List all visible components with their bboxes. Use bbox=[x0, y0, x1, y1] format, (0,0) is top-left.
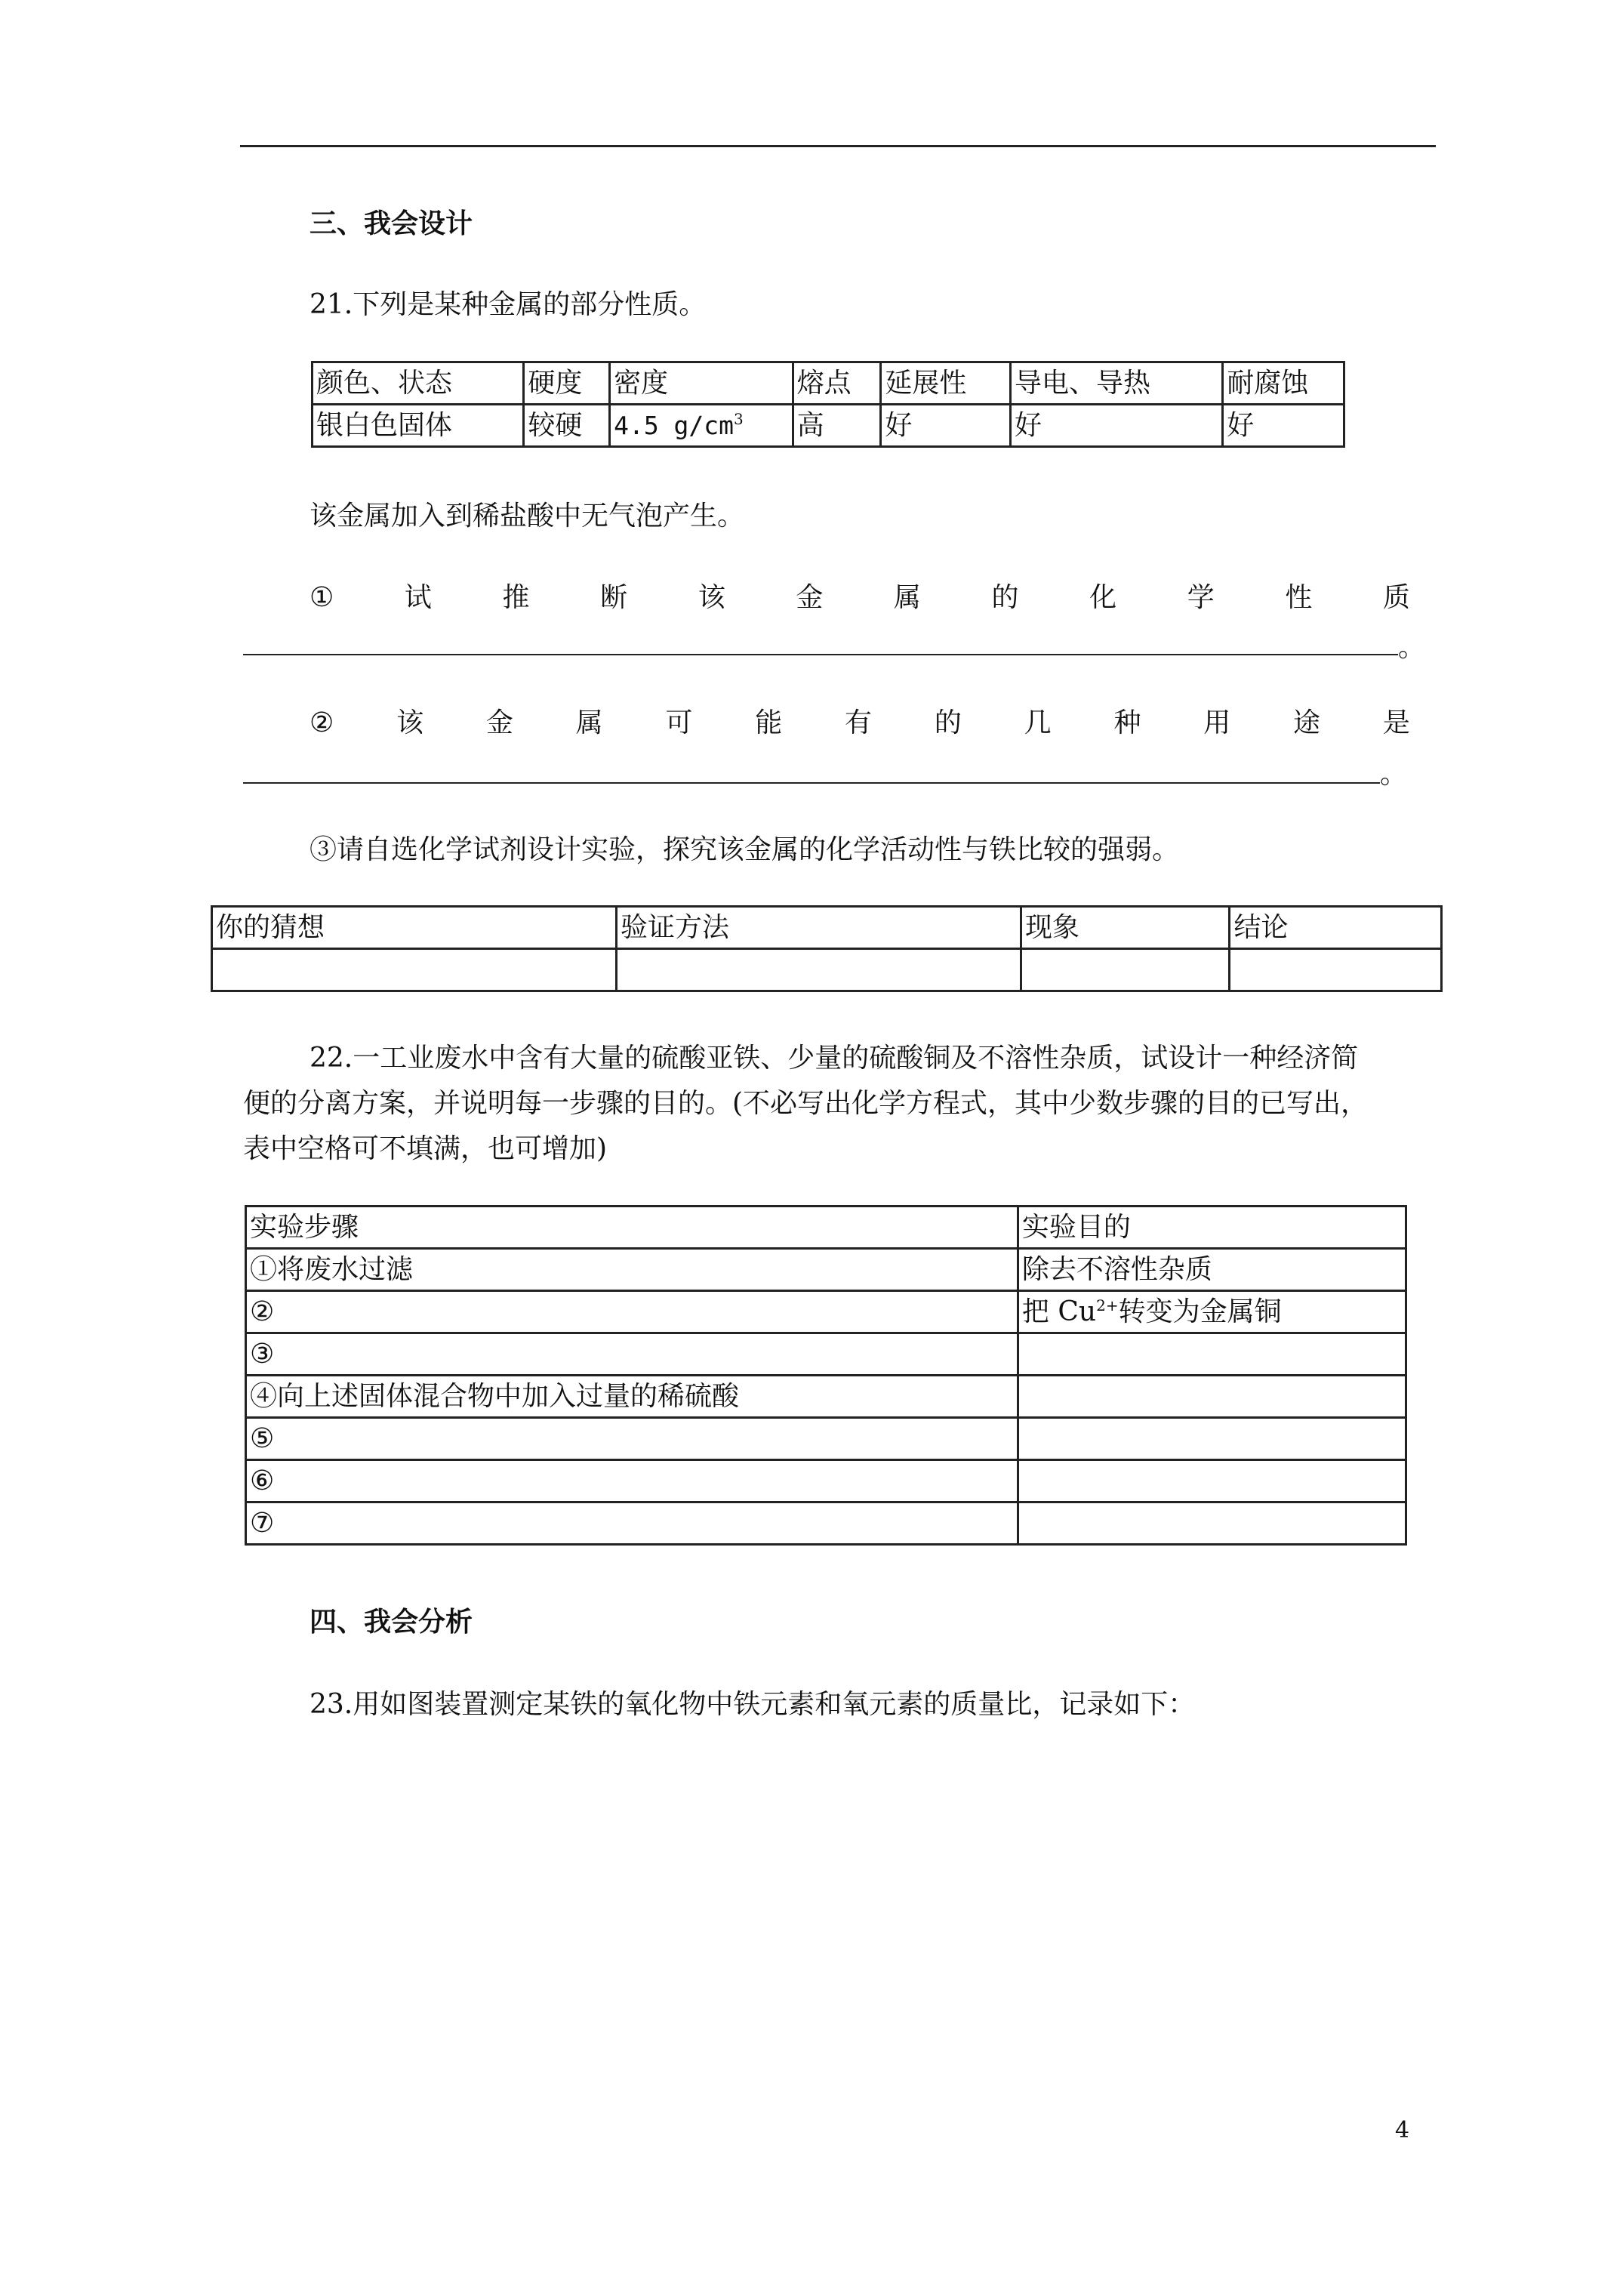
step-cell: ④向上述固体混合物中加入过量的稀硫酸 bbox=[246, 1376, 1018, 1418]
purpose-cell[interactable] bbox=[1018, 1502, 1406, 1545]
section-4-heading: 四、我会分析 bbox=[310, 1606, 473, 1638]
separation-plan-table bbox=[245, 1205, 1407, 1546]
table-row bbox=[212, 949, 1442, 991]
purpose-cell: 除去不溶性杂质 bbox=[1018, 1249, 1406, 1291]
item-2-char: 几 bbox=[1024, 707, 1052, 738]
step-cell: ③ bbox=[246, 1333, 1018, 1376]
value-density bbox=[610, 405, 793, 447]
item-1-char: 质 bbox=[1382, 582, 1410, 613]
q22-line-3: 表中空格可不填满，也可增加) bbox=[243, 1133, 608, 1164]
header-conductivity: 导电、导热 bbox=[1010, 362, 1222, 405]
item-2-end: 。 bbox=[1380, 759, 1408, 790]
blank-cell[interactable] bbox=[1230, 949, 1442, 991]
step-cell: ② bbox=[246, 1291, 1018, 1333]
section-3-heading: 三、我会设计 bbox=[310, 208, 473, 239]
step-cell: ①将废水过滤 bbox=[246, 1249, 1018, 1291]
item-2-char: ② bbox=[310, 707, 334, 738]
table-row bbox=[313, 405, 1344, 447]
blank-cell[interactable] bbox=[617, 949, 1021, 991]
item-2-char: 金 bbox=[485, 707, 513, 738]
item-1-char: 化 bbox=[1089, 582, 1117, 613]
step-cell: ⑤ bbox=[246, 1418, 1018, 1460]
table-row bbox=[246, 1376, 1406, 1418]
value-hardness: 较硬 bbox=[524, 405, 610, 447]
copper-ion-charge: 2+ bbox=[1096, 1296, 1119, 1314]
value-ductility: 好 bbox=[881, 405, 1011, 447]
density-number: 4.5 g/cm bbox=[614, 410, 735, 440]
q21-intro: 21.下列是某种金属的部分性质。 bbox=[310, 289, 707, 320]
item-1-char: 学 bbox=[1187, 582, 1215, 613]
table-row bbox=[246, 1460, 1406, 1502]
purpose-text-post: 转变为金属铜 bbox=[1118, 1296, 1282, 1327]
item-2-char: 能 bbox=[755, 707, 783, 738]
value-conductivity: 好 bbox=[1010, 405, 1222, 447]
q21-item-3: ③请自选化学试剂设计实验，探究该金属的化学活动性与铁比较的强弱。 bbox=[310, 834, 1180, 865]
page-number: 4 bbox=[1395, 2117, 1410, 2143]
header-purpose: 实验目的 bbox=[1018, 1207, 1406, 1249]
item-1-char: 金 bbox=[796, 582, 824, 613]
item-1-char: 试 bbox=[404, 582, 432, 613]
design-experiment-table bbox=[211, 905, 1443, 992]
metal-properties-table bbox=[311, 361, 1345, 448]
table-header-row bbox=[246, 1207, 1406, 1249]
purpose-cell[interactable] bbox=[1018, 1460, 1406, 1502]
table-header-row bbox=[313, 362, 1344, 405]
purpose-cell bbox=[1018, 1291, 1406, 1333]
q21-note: 该金属加入到稀盐酸中无气泡产生。 bbox=[310, 501, 745, 532]
item-2-char: 有 bbox=[845, 707, 873, 738]
q21-item-2 bbox=[310, 707, 1410, 740]
item-1-char: 属 bbox=[893, 582, 921, 613]
q22-line-1: 22.一工业废水中含有大量的硫酸亚铁、少量的硫酸铜及不溶性杂质，试设计一种经济简 bbox=[310, 1043, 1359, 1074]
table-row bbox=[246, 1249, 1406, 1291]
header-color-state: 颜色、状态 bbox=[313, 362, 524, 405]
q22-line-2: 便的分离方案，并说明每一步骤的目的。(不必写出化学方程式，其中少数步骤的目的已写出， bbox=[243, 1088, 1369, 1119]
table-row bbox=[246, 1418, 1406, 1460]
answer-blank-1[interactable] bbox=[243, 654, 1398, 655]
item-1-char: ① bbox=[310, 582, 334, 613]
item-1-char: 的 bbox=[991, 582, 1019, 613]
header-melting-point: 熔点 bbox=[793, 362, 881, 405]
item-1-char: 该 bbox=[698, 582, 725, 613]
header-ductility: 延展性 bbox=[881, 362, 1011, 405]
item-2-char: 用 bbox=[1203, 707, 1231, 738]
purpose-cell[interactable] bbox=[1018, 1418, 1406, 1460]
blank-cell[interactable] bbox=[1021, 949, 1230, 991]
item-1-char: 性 bbox=[1285, 582, 1313, 613]
table-row bbox=[246, 1333, 1406, 1376]
item-2-char: 可 bbox=[665, 707, 693, 738]
value-melting-point: 高 bbox=[793, 405, 881, 447]
density-exponent: 3 bbox=[734, 409, 744, 428]
header-hardness: 硬度 bbox=[524, 362, 610, 405]
table-header-row bbox=[212, 907, 1442, 949]
item-2-char: 该 bbox=[396, 707, 424, 738]
purpose-cell[interactable] bbox=[1018, 1333, 1406, 1376]
header-rule bbox=[240, 145, 1436, 147]
item-1-char: 推 bbox=[502, 582, 530, 613]
item-2-char: 属 bbox=[575, 707, 603, 738]
header-method: 验证方法 bbox=[617, 907, 1021, 949]
header-guess: 你的猜想 bbox=[212, 907, 617, 949]
purpose-cell[interactable] bbox=[1018, 1376, 1406, 1418]
item-2-char: 是 bbox=[1382, 707, 1410, 738]
q21-item-1 bbox=[310, 581, 1410, 615]
blank-cell[interactable] bbox=[212, 949, 617, 991]
step-cell: ⑦ bbox=[246, 1502, 1018, 1545]
item-2-char: 的 bbox=[934, 707, 962, 738]
header-density: 密度 bbox=[610, 362, 793, 405]
value-color-state: 银白色固体 bbox=[313, 405, 524, 447]
step-cell: ⑥ bbox=[246, 1460, 1018, 1502]
header-step: 实验步骤 bbox=[246, 1207, 1018, 1249]
item-2-char: 种 bbox=[1113, 707, 1141, 738]
purpose-text-pre: 把 Cu bbox=[1021, 1296, 1097, 1327]
table-row bbox=[246, 1291, 1406, 1333]
item-1-end: 。 bbox=[1398, 632, 1426, 663]
item-1-char: 断 bbox=[600, 582, 628, 613]
q23-intro: 23.用如图装置测定某铁的氧化物中铁元素和氧元素的质量比，记录如下： bbox=[310, 1689, 1196, 1720]
table-row bbox=[246, 1502, 1406, 1545]
header-conclusion: 结论 bbox=[1230, 907, 1442, 949]
header-phenomenon: 现象 bbox=[1021, 907, 1230, 949]
value-corrosion-resistance: 好 bbox=[1223, 405, 1344, 447]
item-2-char: 途 bbox=[1293, 707, 1321, 738]
answer-blank-2[interactable] bbox=[243, 782, 1380, 784]
header-corrosion-resistance: 耐腐蚀 bbox=[1223, 362, 1344, 405]
